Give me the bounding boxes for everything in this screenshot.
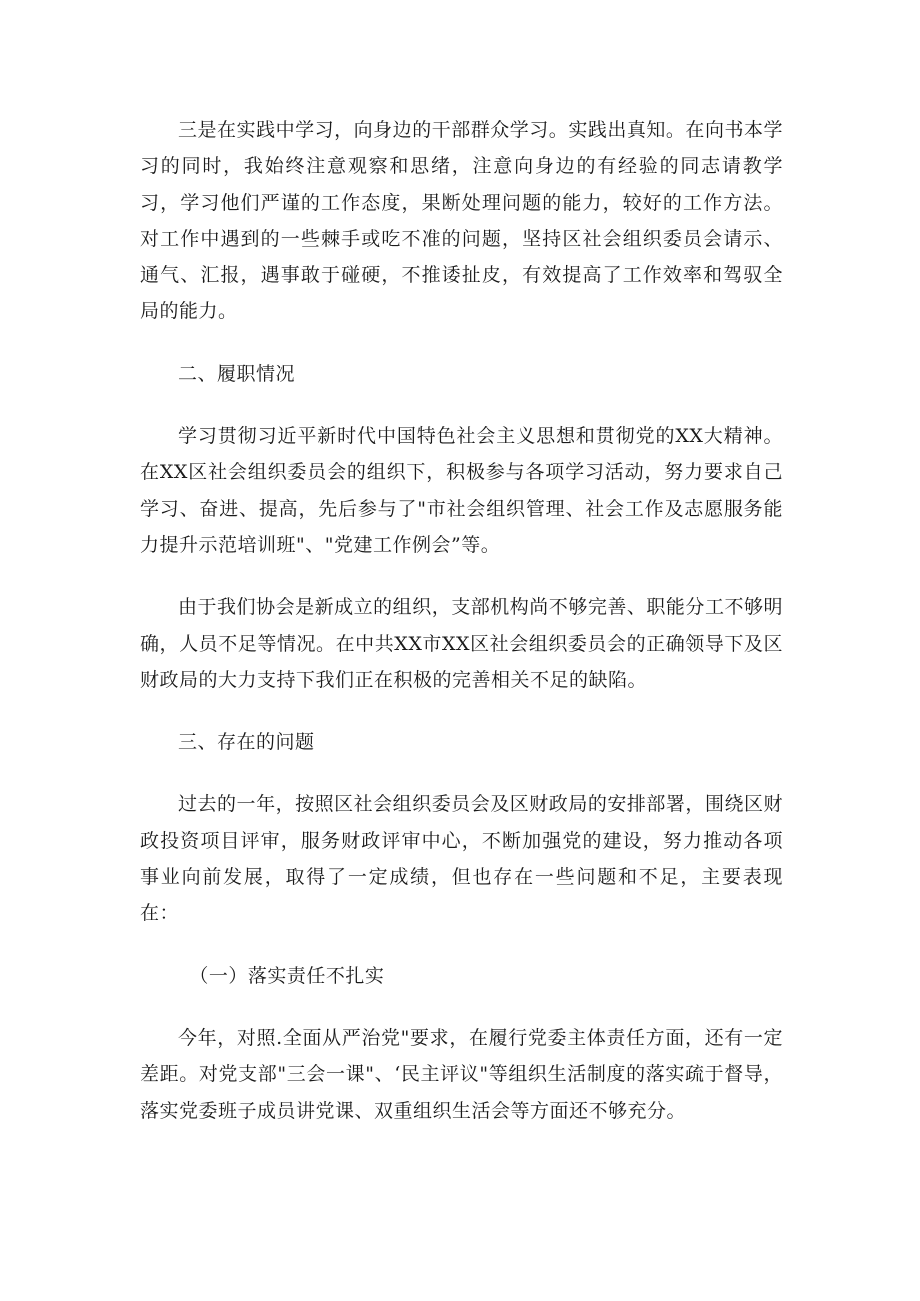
paragraph-study-thought: 学习贯彻习近平新时代中国特色社会主义思想和贯彻党的XX大精神。在XX区社会组织委员会的组织下，积极参与各项学习活动，努力要求自己学习、奋进、提高，先后参与了"市社会组织管理、社会工作及志愿服务能力提升示范培训班"、"党建工作例会”等。 (140, 425, 783, 556)
spacer (140, 760, 783, 786)
spacer (140, 698, 783, 724)
spacer (140, 932, 783, 958)
spacer (140, 563, 783, 589)
spacer (140, 330, 783, 356)
paragraph-this-year: 今年，对照.全面从严治党"要求，在履行党委主体责任方面，还有一定差距。对党支部"三会一课"、‘民主评议"等组织生活制度的落实疏于督导，落实党委班子成员讲党课、双重组织生活会等方面还不够充分。 (140, 1026, 783, 1122)
section-heading-existing-problems: 三、存在的问题 (178, 731, 315, 754)
spacer (140, 392, 783, 418)
paragraph-past-year: 过去的一年，按照区社会组织委员会及区财政局的安排部署，围绕区财政投资项目评审，服务财政评审中心，不断加强党的建设，努力推动各项事业向前发展，取得了一定成绩，但也存在一些问题和不足，主要表现在： (140, 793, 783, 925)
paragraph-association-status: 由于我们协会是新成立的组织，支部机构尚不够完善、职能分工不够明确，人员不足等情况。在中共XX市XX区社会组织委员会的正确领导下及区财政局的大力支持下我们正在积极的完善相关不足的缺陷。 (140, 596, 783, 691)
subheading-responsibility: （一）落实责任不扎实 (189, 964, 385, 987)
spacer (140, 994, 783, 1020)
document-page (140, 112, 783, 1129)
paragraph-practice-learning: 三是在实践中学习，向身边的干部群众学习。实践出真知。在向书本学习的同时，我始终注意观察和思绪，注意向身边的有经验的同志请教学习，学习他们严谨的工作态度，果断处理问题的能力，较好的工作方法。对工作中遇到的一些棘手或吃不准的问题，坚持区社会组织委员会请示、通气、汇报，遇事敢于碰硬，不推诿扯皮，有效提高了工作效率和驾驭全局的能力。 (140, 119, 783, 323)
section-heading-duty-performance: 二、履职情况 (178, 362, 296, 385)
